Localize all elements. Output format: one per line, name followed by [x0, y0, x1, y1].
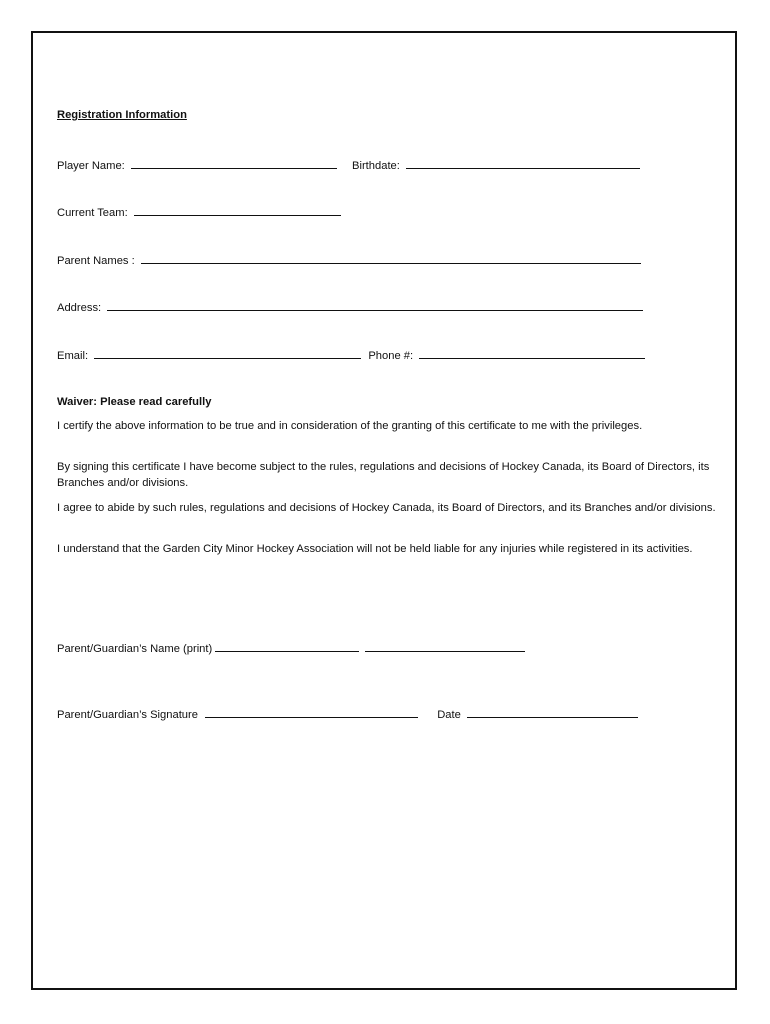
email-phone-row [57, 347, 645, 363]
date-field[interactable] [467, 706, 638, 718]
phone-label: Phone #: [368, 350, 414, 362]
birthdate-label: Birthdate: [352, 160, 400, 172]
address-label: Address: [57, 302, 102, 314]
guardian-name-field-part2[interactable] [365, 640, 525, 652]
signature-date-row [57, 706, 638, 722]
email-field[interactable] [94, 347, 361, 359]
email-label: Email: [57, 350, 89, 362]
parent-names-field[interactable] [141, 252, 641, 264]
guardian-signature-field[interactable] [205, 706, 418, 718]
waiver-title: Waiver: Please read carefully [57, 396, 212, 408]
waiver-paragraph: I agree to abide by such rules, regulations and decisions of Hockey Canada, its Board of Directors, and its Branches and/or divisions. [57, 502, 716, 514]
player-birthdate-row [57, 157, 640, 173]
address-row [57, 299, 643, 315]
guardian-name-label: Parent/Guardian’s Name (print) [57, 643, 213, 655]
birthdate-field[interactable] [406, 157, 640, 169]
guardian-name-row [57, 640, 525, 656]
section-title: Registration Information [57, 109, 187, 121]
date-label: Date [437, 709, 461, 721]
waiver-paragraph: I understand that the Garden City Minor Hockey Association will not be held liable for any injuries while registered in its activities. [57, 543, 693, 555]
current-team-field[interactable] [134, 204, 341, 216]
parent-names-row [57, 252, 641, 268]
address-field[interactable] [107, 299, 643, 311]
waiver-paragraph: I certify the above information to be true and in consideration of the granting of this certificate to me with the privileges. [57, 420, 643, 432]
guardian-name-field-part1[interactable] [215, 640, 359, 652]
player-name-label: Player Name: [57, 160, 125, 172]
current-team-label: Current Team: [57, 207, 128, 219]
waiver-paragraph: By signing this certificate I have become subject to the rules, regulations and decisions of Hockey Canada, its Board of Directors, its Branches and/or divisions. [57, 461, 710, 489]
parent-names-label: Parent Names : [57, 255, 135, 267]
phone-field[interactable] [419, 347, 645, 359]
player-name-field[interactable] [131, 157, 337, 169]
current-team-row [57, 204, 341, 220]
guardian-signature-label: Parent/Guardian’s Signature [57, 709, 198, 721]
